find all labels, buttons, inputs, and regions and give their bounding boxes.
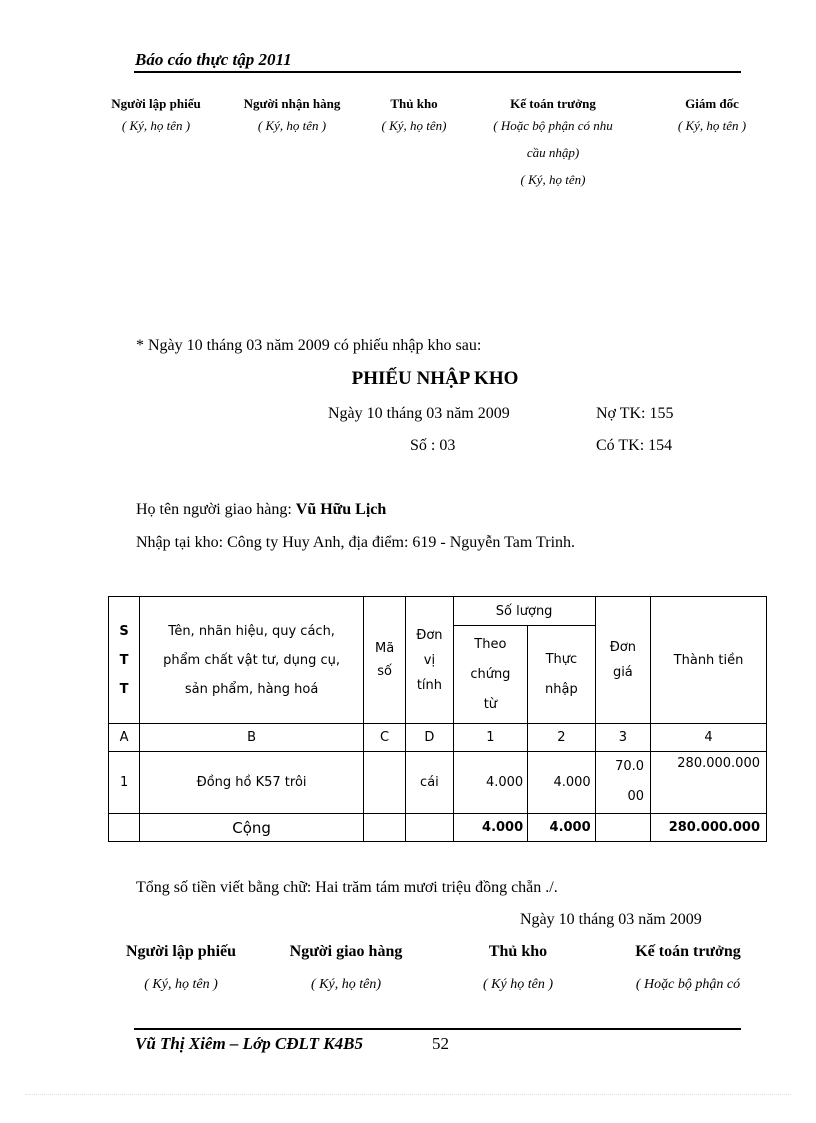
letter-cell: 4 [651,724,767,752]
intro-line: * Ngày 10 tháng 03 năm 2009 có phiếu nhập kho sau: [136,337,482,354]
cell-empty [363,814,405,842]
form-number: Số : 03 [410,437,456,454]
signature-title: Thủ kho [488,943,548,960]
cell-empty [595,814,650,842]
top-signature-chief-accountant [470,96,636,193]
signature-title: Kế toán trưởng [510,96,596,111]
letter-cell: A [109,724,140,752]
signature-note: ( Ký, họ tên ) [257,118,327,133]
header-quantity-group: Số lượng [453,597,595,626]
bottom-signature-storekeeper [458,943,578,998]
top-signature-director [660,96,764,139]
letter-cell: C [363,724,405,752]
signature-note: ( Ký, họ tên) [381,118,447,133]
total-qty-by-document: 4.000 [453,814,528,842]
footer-rule [134,1028,741,1030]
header-qty-by-document: Theo chứng từ [453,626,528,724]
header-qty-actual: Thực nhập [528,626,596,724]
cell-code [363,752,405,814]
bottom-signature-deliverer [270,943,422,998]
cell-empty [109,814,140,842]
signature-note: ( Hoặc bộ phận có nhu [493,118,613,133]
signature-title: Thủ kho [390,96,438,111]
cell-unit-price: 70.0 00 [595,752,650,814]
signature-title: Kế toán trưởng [635,943,741,960]
cell-stt: 1 [109,752,140,814]
header-unit: Đơn vị tính [406,597,453,724]
letter-cell: D [406,724,453,752]
amount-in-words: Tổng số tiền viết bằng chữ: Hai trăm tám mươi triệu đồng chẵn ./. [136,879,558,896]
signature-title: Người lập phiếu [125,943,237,960]
cell-amount: 280.000.000 [651,752,767,814]
form-credit-account: Có TK: 154 [596,437,673,454]
total-amount: 280.000.000 [651,814,767,842]
cell-qty-by-document: 4.000 [453,752,528,814]
letter-cell: 1 [453,724,528,752]
sign-date: Ngày 10 tháng 03 năm 2009 [520,911,702,928]
header-code: Mã số [363,597,405,724]
bottom-signature-chief-accountant [612,943,764,998]
letter-cell: 3 [595,724,650,752]
form-debit-account: Nợ TK: 155 [596,405,674,422]
signature-title: Người lập phiếu [111,96,201,111]
signature-title: Người giao hàng [289,943,403,960]
cell-unit: cái [406,752,453,814]
cell-item-name: Đồng hồ K57 trôi [140,752,364,814]
page-edge-divider [25,1094,791,1095]
cell-empty [406,814,453,842]
top-signature-storekeeper [364,96,464,139]
form-title: PHIẾU NHẬP KHO [351,368,519,389]
total-row [109,814,767,842]
signature-note: ( Ký, họ tên) [520,172,586,187]
top-signature-preparer [95,96,217,139]
signature-note: ( Ký, họ tên ) [121,118,191,133]
header-item-name: Tên, nhãn hiệu, quy cách, phẩm chất vật tư, dụng cụ, sản phẩm, hàng hoá [140,597,364,724]
warehouse-line: Nhập tại kho: Công ty Huy Anh, địa điểm: 619 - Nguyễn Tam Trinh. [136,534,576,551]
table-row [109,752,767,814]
letter-cell: 2 [528,724,596,752]
signature-title: Giám đốc [685,96,739,111]
form-date: Ngày 10 tháng 03 năm 2009 [328,405,510,422]
deliverer-name: Vũ Hữu Lịch [295,501,387,518]
signature-note: ( Ký, họ tên ) [677,118,747,133]
signature-note: ( Hoặc bộ phận có [635,977,741,992]
header-amount: Thành tiền [651,597,767,724]
header-stt: S T T [109,597,140,724]
top-signature-receiver [228,96,356,139]
cell-qty-actual: 4.000 [528,752,596,814]
letter-row [109,724,767,752]
header-unit-price: Đơn giá [595,597,650,724]
total-label: Cộng [140,814,364,842]
signature-title: Người nhận hàng [243,96,341,111]
deliverer-label: Họ tên người giao hàng: [136,501,296,518]
report-header-title: Báo cáo thực tập 2011 [135,50,292,69]
deliverer-line [136,501,386,519]
footer-page-number: 52 [432,1034,449,1053]
signature-note: ( Ký, họ tên) [311,977,381,992]
signature-note: cầu nhập) [526,145,580,160]
signature-note: ( Ký, họ tên ) [144,977,218,992]
receipt-table [108,596,767,842]
letter-cell: B [140,724,364,752]
header-rule [134,71,741,73]
total-qty-actual: 4.000 [528,814,596,842]
bottom-signature-preparer [108,943,254,998]
signature-note: ( Ký họ tên ) [483,977,553,992]
footer-author: Vũ Thị Xiêm – Lớp CĐLT K4B5 [135,1034,363,1053]
